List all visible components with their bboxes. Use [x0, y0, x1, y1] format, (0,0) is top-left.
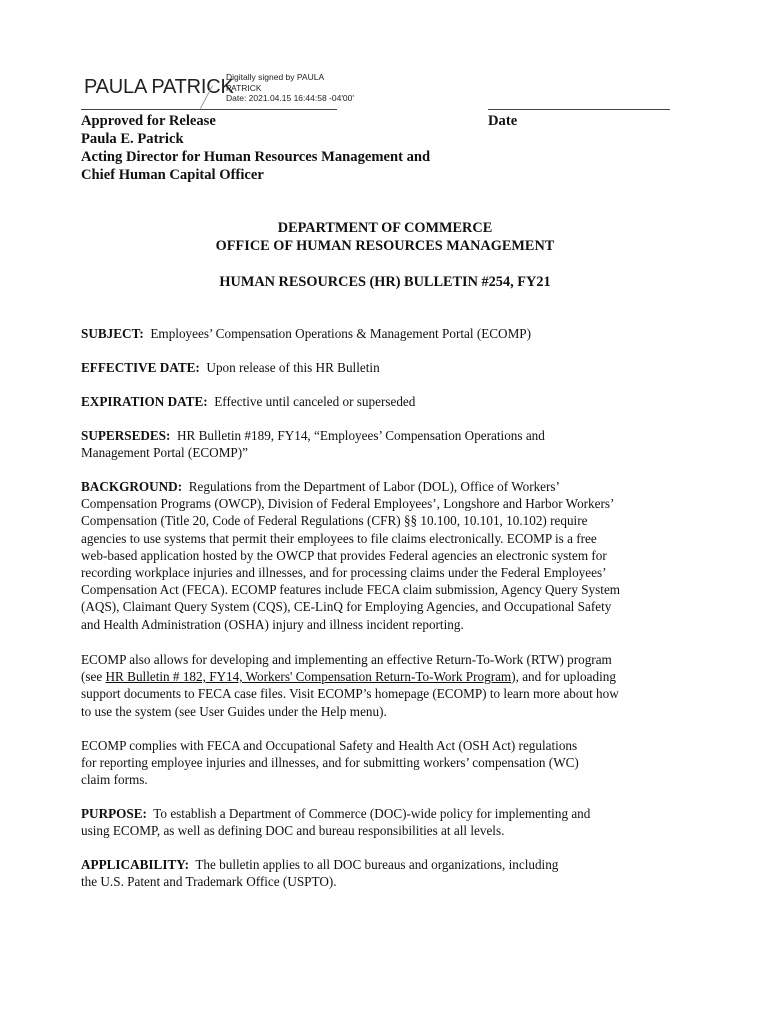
- applicability-text: The bulletin applies to all DOC bureaus and organizations, including: [195, 857, 559, 872]
- background-line: Compensation Programs (OWCP), Division of Federal Employees’, Longshore and Harbor Workers’: [81, 496, 615, 512]
- approver-title: Acting Director for Human Resources Management and: [81, 149, 431, 165]
- rtw-bulletin-link[interactable]: HR Bulletin # 182, FY14, Workers' Compensation Return-To-Work Program: [105, 669, 512, 685]
- subject-label: SUBJECT:: [81, 326, 144, 341]
- complies-line: claim forms.: [81, 772, 148, 788]
- effective-date-section: [81, 359, 691, 376]
- office-title: OFFICE OF HUMAN RESOURCES MANAGEMENT: [215, 238, 555, 254]
- background-line: and Health Administration (OSHA) injury and illness incident reporting.: [81, 616, 464, 632]
- signature-line: [81, 109, 337, 110]
- date-line: [488, 109, 670, 110]
- signature-signed-by: Digitally signed by PAULA: [226, 72, 325, 82]
- applicability-text-cont: the U.S. Patent and Trademark Office (USPTO).: [81, 874, 337, 890]
- department-title: DEPARTMENT OF COMMERCE: [277, 220, 493, 236]
- expiration-date-text: Effective until canceled or superseded: [214, 394, 416, 409]
- applicability-label: APPLICABILITY:: [81, 857, 189, 872]
- ecomp-allows-post: ), and for uploading: [511, 669, 616, 685]
- subject-text: Employees’ Compensation Operations & Management Portal (ECOMP): [150, 326, 532, 341]
- background-line: Regulations from the Department of Labor (DOL), Office of Workers’: [188, 479, 560, 494]
- ecomp-allows-line: support documents to FECA case files. Visit ECOMP’s homepage (ECOMP) to learn more about how: [81, 686, 619, 702]
- signature-date: Date: 2021.04.15 16:44:58 -04'00': [226, 93, 355, 104]
- signature-name: PAULA PATRICK: [84, 76, 234, 98]
- supersedes-section: [81, 427, 691, 461]
- background-line: agencies to use systems that permit their employees to file claims electronically. ECOMP is a free: [81, 530, 597, 546]
- background-label: BACKGROUND:: [81, 479, 183, 494]
- background-section: [81, 478, 691, 633]
- ecomp-allows-line: ECOMP also allows for developing and implementing an effective Return-To-Work (RTW) program: [81, 652, 612, 667]
- supersedes-text-cont: Management Portal (ECOMP)”: [81, 445, 249, 461]
- approver-title-cont: Chief Human Capital Officer: [81, 167, 264, 183]
- approval-block: [81, 112, 430, 184]
- effective-date-text: Upon release of this HR Bulletin: [206, 360, 380, 375]
- expiration-date-label: EXPIRATION DATE:: [81, 394, 208, 409]
- complies-line: for reporting employee injuries and illnesses, and for submitting workers’ compensation (WC): [81, 755, 579, 771]
- bulletin-title: HUMAN RESOURCES (HR) BULLETIN #254, FY21: [219, 274, 551, 290]
- expiration-date-section: [81, 393, 691, 410]
- signature-details: [226, 72, 354, 104]
- approved-for-release: Approved for Release: [81, 113, 216, 129]
- background-line: (AQS), Claimant Query System (CQS), CE-LinQ for Employing Agencies, and Occupational Safety: [81, 599, 612, 615]
- subject-section: [81, 325, 691, 342]
- ecomp-allows-section: [81, 651, 691, 720]
- purpose-text: To establish a Department of Commerce (DOC)-wide policy for implementing and: [153, 806, 591, 821]
- background-line: recording workplace injuries and illnesses, and for processing claims under the Federal Employees’: [81, 565, 607, 581]
- supersedes-text: HR Bulletin #189, FY14, “Employees’ Compensation Operations and: [177, 428, 545, 443]
- applicability-section: [81, 856, 691, 890]
- complies-section: [81, 737, 691, 789]
- background-line: web-based application hosted by the OWCP that provides Federal agencies an electronic system for: [81, 547, 607, 563]
- approver-name: Paula E. Patrick: [81, 131, 184, 147]
- purpose-section: [81, 805, 691, 839]
- ecomp-allows-pre: (see: [81, 669, 106, 685]
- background-line: Compensation Act (FECA). ECOMP features include FECA claim submission, Agency Query System: [81, 582, 621, 598]
- supersedes-label: SUPERSEDES:: [81, 428, 171, 443]
- effective-date-label: EFFECTIVE DATE:: [81, 360, 200, 375]
- purpose-text-cont: using ECOMP, as well as defining DOC and bureau responsibilities at all levels.: [81, 823, 505, 839]
- complies-line: ECOMP complies with FECA and Occupational Safety and Health Act (OSH Act) regulations: [81, 738, 578, 753]
- signature-signed-by-cont: PATRICK: [226, 82, 262, 93]
- background-line: Compensation (Title 20, Code of Federal Regulations (CFR) §§ 10.100, 10.101, 10.102) require: [81, 513, 588, 529]
- ecomp-allows-line: to use the system (see User Guides under the Help menu).: [81, 703, 387, 719]
- date-label: Date: [488, 113, 518, 129]
- purpose-label: PURPOSE:: [81, 806, 147, 821]
